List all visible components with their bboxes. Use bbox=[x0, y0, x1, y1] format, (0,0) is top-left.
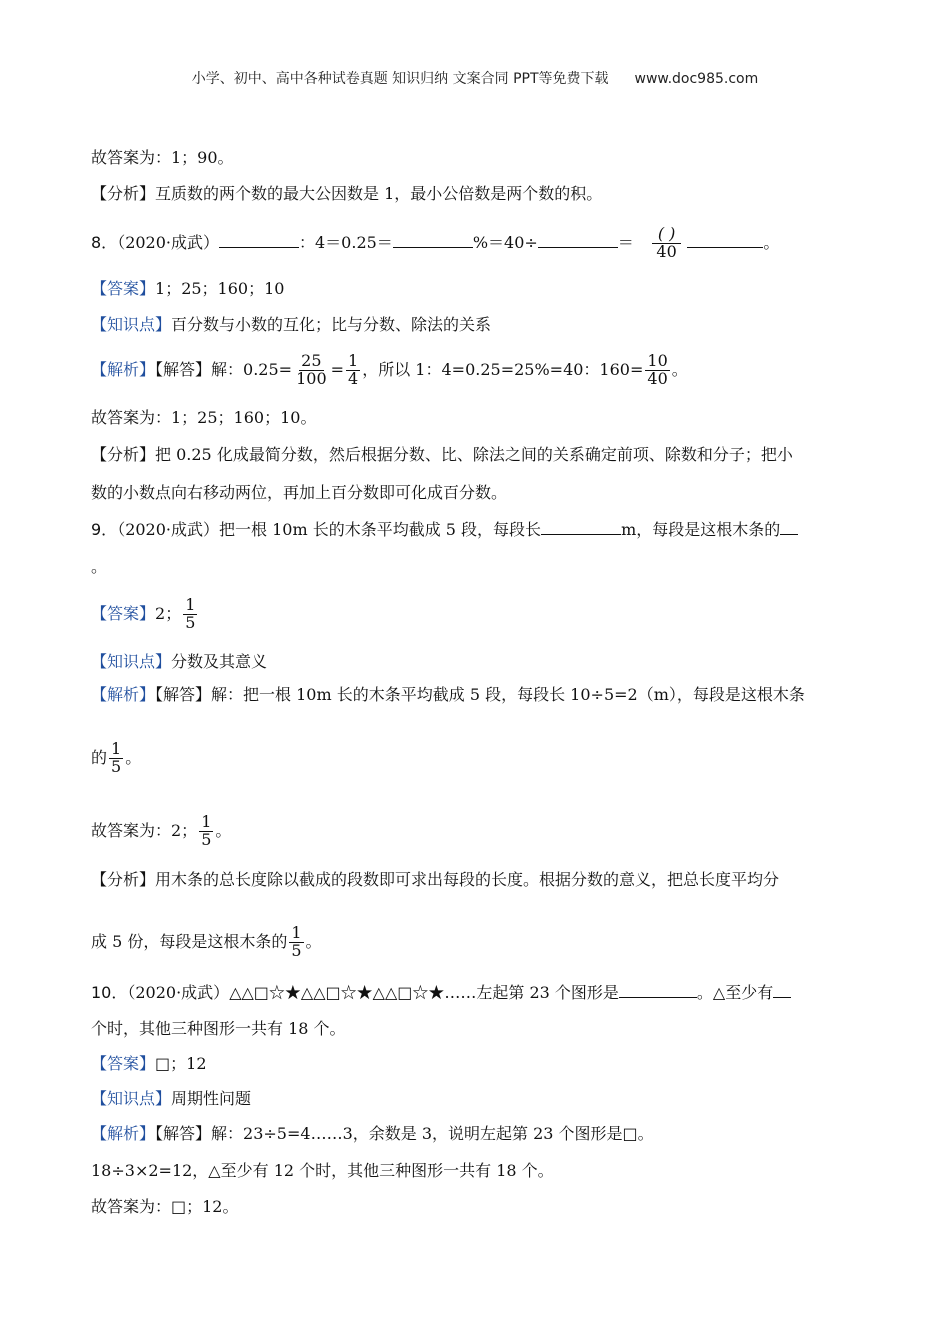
question-source: （2020·成武） bbox=[117, 520, 219, 539]
fraction: $\frac{1}{5}$ bbox=[291, 923, 302, 960]
page-header bbox=[0, 68, 950, 88]
analysis-tag: 【分析】 bbox=[91, 184, 156, 203]
answer-blank[interactable] bbox=[780, 518, 798, 535]
fraction: $\frac{1}{4}$ bbox=[348, 351, 359, 388]
answer-blank[interactable] bbox=[773, 981, 791, 998]
q8-knowledge: 【知识点】百分数与小数的互化；比与分数、除法的关系 bbox=[91, 315, 492, 334]
answer-blank[interactable] bbox=[538, 231, 618, 248]
solve-tag: 【解答】 bbox=[155, 1124, 212, 1143]
answer-blank[interactable] bbox=[219, 231, 299, 248]
fraction: $\frac{10}{40}$ bbox=[647, 351, 668, 388]
q9-explanation: 【解析】【解答】解：把一根 10m 长的木条平均截成 5 段，每段长 10÷5=2（m），每段是这根木条 bbox=[91, 685, 805, 704]
q8-analysis: 【分析】把 0.25 化成最简分数，然后根据分数、比、除法之间的关系确定前项、除数和分子；把小 bbox=[91, 445, 793, 464]
question-8: 8．（2020·成武） ：4＝0.25＝ %＝40÷ ＝ $\frac{( )}{40}$ 。 bbox=[91, 224, 780, 261]
header-text: 小学、初中、高中各种试卷真题 知识归纳 文案合同 PPT等免费下载 bbox=[191, 71, 609, 87]
question-number: 9． bbox=[91, 520, 118, 539]
explain-tag: 【解析】 bbox=[91, 685, 156, 704]
q8-final-answer: 故答案为：1；25；160；10。 bbox=[91, 408, 317, 427]
fraction: $\frac{1}{5}$ bbox=[201, 812, 212, 849]
q10-knowledge: 【知识点】周期性问题 bbox=[91, 1089, 252, 1108]
question-source: （2020·成武） bbox=[127, 983, 230, 1002]
q10-final-answer: 故答案为：□；12。 bbox=[91, 1197, 239, 1216]
q9-answer: 【答案】2； $\frac{1}{5}$ bbox=[91, 595, 196, 632]
question-10: 10．（2020·成武）△△□☆★△△□☆★△△□☆★……左起第 23 个图形是 。△至少有 bbox=[91, 981, 791, 1005]
answer-blank[interactable] bbox=[687, 231, 763, 248]
fraction: $\frac{25}{100}$ bbox=[296, 351, 327, 388]
prev-analysis: 【分析】互质数的两个数的最大公因数是 1，最小公倍数是两个数的积。 bbox=[91, 184, 603, 203]
question-9: 9．（2020·成武）把一根 10m 长的木条平均截成 5 段，每段长 m，每段是这根木条的 bbox=[91, 518, 798, 542]
knowledge-tag: 【知识点】 bbox=[91, 1089, 172, 1108]
fraction: $\frac{1}{5}$ bbox=[185, 595, 196, 632]
q8-answer: 【答案】1；25；160；10 bbox=[91, 279, 285, 298]
question-number: 10． bbox=[91, 983, 128, 1002]
q10-explanation: 【解析】【解答】解：23÷5=4……3，余数是 3，说明左起第 23 个图形是□。 bbox=[91, 1124, 654, 1143]
answer-tag: 【答案】 bbox=[91, 279, 156, 298]
solve-tag: 【解答】 bbox=[155, 685, 212, 704]
answer-tag: 【答案】 bbox=[91, 1054, 156, 1073]
question-number: 8． bbox=[91, 232, 118, 252]
header-url[interactable]: www.doc985.com bbox=[634, 71, 759, 87]
question-10-cont: 个时，其他三种图形一共有 18 个。 bbox=[91, 1019, 346, 1038]
q9-explanation-cont: 的 $\frac{1}{5}$ 。 bbox=[91, 739, 142, 776]
q9-analysis-cont: 成 5 份，每段是这根木条的 $\frac{1}{5}$ 。 bbox=[91, 923, 322, 960]
q8-explanation: 【解析】【解答】解：0.25= $\frac{25}{100}$ = $\frac{1}{4}$ ，所以 1：4=0.25=25%=40：160= $\frac{10}{40}$ 。 bbox=[91, 351, 688, 388]
q8-analysis-cont: 数的小数点向右移动两位，再加上百分数即可化成百分数。 bbox=[91, 483, 508, 502]
q10-answer: 【答案】□；12 bbox=[91, 1054, 207, 1073]
knowledge-tag: 【知识点】 bbox=[91, 652, 172, 671]
analysis-tag: 【分析】 bbox=[91, 870, 156, 889]
q10-explanation-cont: 18÷3×2=12，△至少有 12 个时，其他三种图形一共有 18 个。 bbox=[91, 1161, 554, 1180]
q9-final-answer: 故答案为：2； $\frac{1}{5}$ 。 bbox=[91, 812, 232, 849]
knowledge-tag: 【知识点】 bbox=[91, 315, 172, 334]
q9-analysis: 【分析】用木条的总长度除以截成的段数即可求出每段的长度。根据分数的意义，把总长度平均分 bbox=[91, 870, 780, 889]
answer-blank[interactable] bbox=[393, 231, 473, 248]
prev-final-answer: 故答案为：1；90。 bbox=[91, 148, 234, 167]
explain-tag: 【解析】 bbox=[91, 1124, 156, 1143]
fraction: $\frac{1}{5}$ bbox=[111, 739, 122, 776]
answer-blank[interactable] bbox=[541, 518, 621, 535]
q9-knowledge: 【知识点】分数及其意义 bbox=[91, 652, 268, 671]
question-source: （2020·成武） bbox=[117, 232, 219, 252]
analysis-tag: 【分析】 bbox=[91, 445, 156, 464]
solve-tag: 【解答】 bbox=[155, 360, 212, 379]
question-9-end: 。 bbox=[91, 557, 108, 576]
fraction-blank: $\frac{( )}{40}$ bbox=[652, 226, 682, 261]
answer-blank[interactable] bbox=[619, 981, 697, 998]
explain-tag: 【解析】 bbox=[91, 360, 156, 379]
answer-tag: 【答案】 bbox=[91, 604, 156, 623]
